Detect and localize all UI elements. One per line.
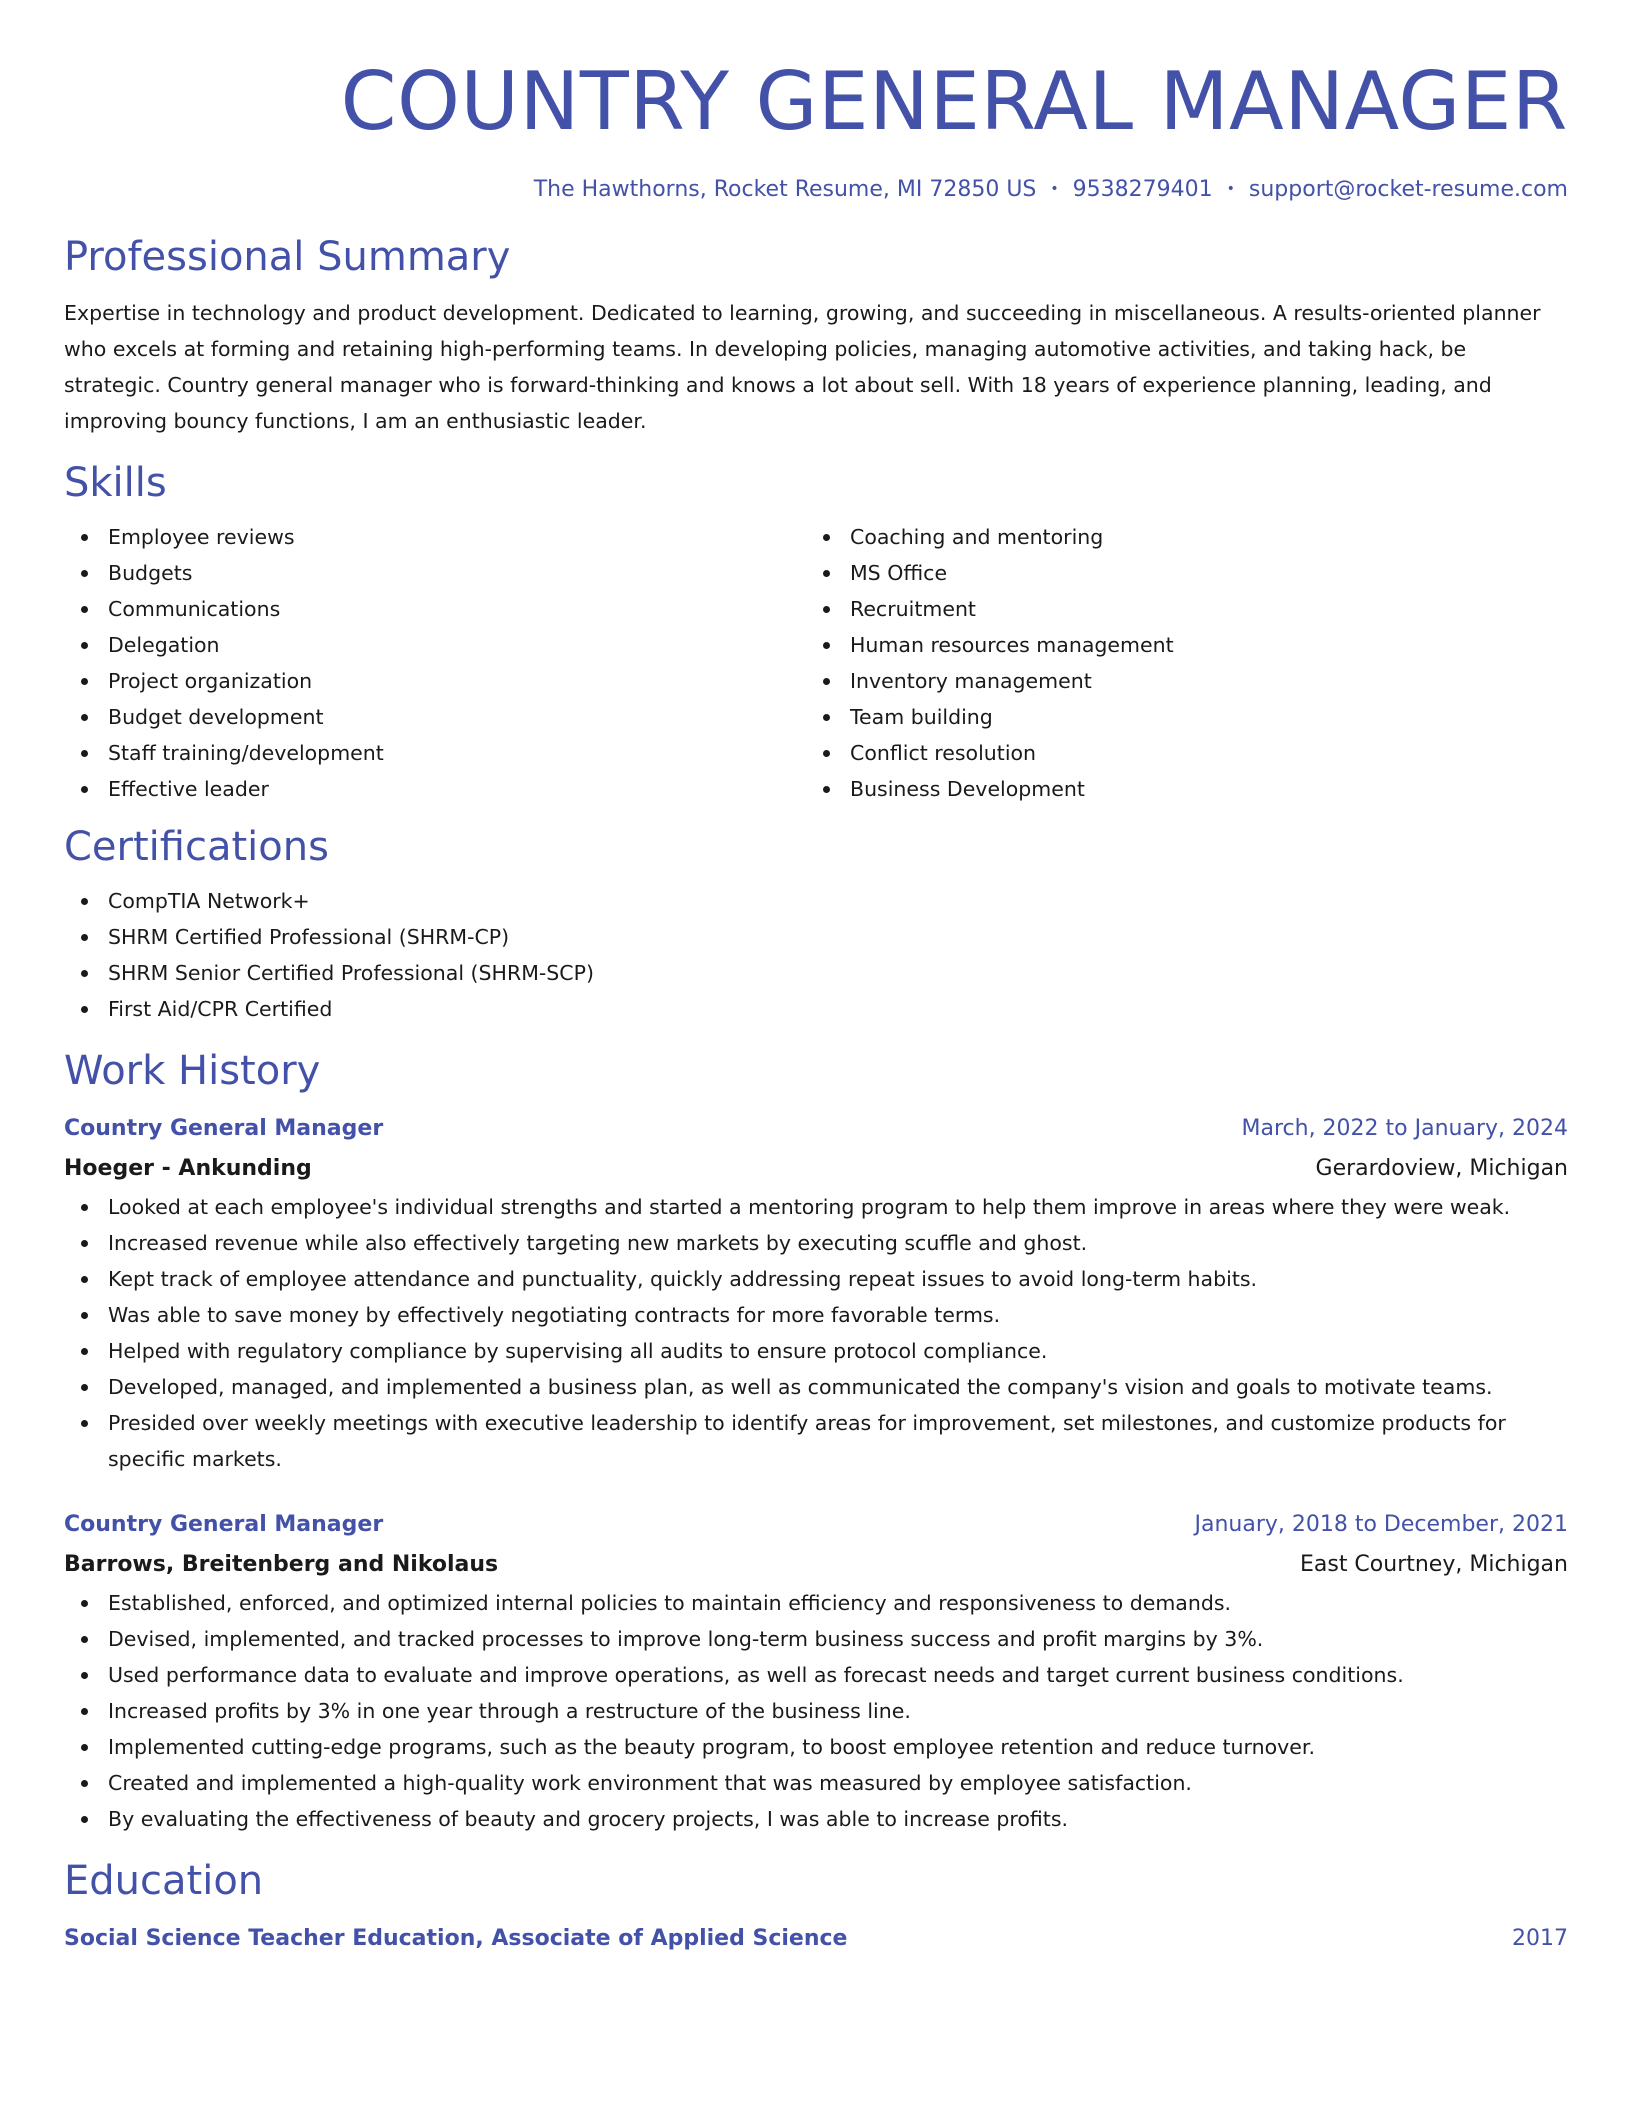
education-row <box>64 1919 1568 1959</box>
contact-email[interactable]: support@rocket-resume.com <box>1248 177 1568 202</box>
contact-line <box>64 174 1568 205</box>
work-history-section <box>64 1045 1568 1837</box>
job-title-row <box>64 1505 1568 1545</box>
education-heading: Education <box>64 1858 264 1904</box>
contact-separator: • <box>1226 181 1235 197</box>
resume-header <box>64 0 1568 205</box>
job-bullet: By evaluating the effectiveness of beauty and grocery projects, I was able to increase profits. <box>64 1801 1568 1837</box>
job-bullet: Used performance data to evaluate and improve operations, as well as forecast needs and target current business conditions. <box>64 1657 1568 1693</box>
skill-item: Team building <box>806 699 1548 735</box>
job-bullet: Looked at each employee's individual strengths and started a mentoring program to help them improve in areas where they were weak. <box>64 1189 1568 1225</box>
summary-heading: Professional Summary <box>64 234 511 280</box>
job-title: Country General Manager <box>64 1116 384 1141</box>
job-bullet: Presided over weekly meetings with executive leadership to identify areas for improvement, set milestones, and customize products for specific markets. <box>64 1405 1568 1477</box>
skill-item: Human resources management <box>806 627 1548 663</box>
job-bullet: Implemented cutting-edge programs, such as the beauty program, to boost employee retention and reduce turnover. <box>64 1729 1568 1765</box>
work-history-heading: Work History <box>64 1048 321 1094</box>
contact-address: The Hawthorns, Rocket Resume, MI 72850 US <box>533 177 1037 202</box>
certification-item: First Aid/CPR Certified <box>64 991 1568 1027</box>
skills-section <box>64 457 1568 807</box>
certification-item: SHRM Certified Professional (SHRM-CP) <box>64 919 1568 955</box>
resume-title: COUNTRY GENERAL MANAGER <box>340 55 1568 148</box>
job-entry <box>64 1505 1568 1837</box>
skill-item: Employee reviews <box>64 519 806 555</box>
skill-item: Business Development <box>806 771 1548 807</box>
skill-item: Conflict resolution <box>806 735 1548 771</box>
job-bullet: Established, enforced, and optimized internal policies to maintain efficiency and responsiveness to demands. <box>64 1585 1568 1621</box>
job-bullet: Helped with regulatory compliance by supervising all audits to ensure protocol compliance. <box>64 1333 1568 1369</box>
skill-item: Communications <box>64 591 806 627</box>
job-dates: March, 2022 to January, 2024 <box>1241 1116 1568 1141</box>
skill-item: Staff training/development <box>64 735 806 771</box>
contact-phone: 9538279401 <box>1072 177 1213 202</box>
job-bullet: Developed, managed, and implemented a business plan, as well as communicated the company's vision and goals to motivate teams. <box>64 1369 1568 1405</box>
skill-item: Budgets <box>64 555 806 591</box>
job-bullet: Devised, implemented, and tracked processes to improve long-term business success and profit margins by 3%. <box>64 1621 1568 1657</box>
education-section <box>64 1855 1568 1959</box>
job-bullet: Was able to save money by effectively negotiating contracts for more favorable terms. <box>64 1297 1568 1333</box>
job-bullet: Created and implemented a high-quality work environment that was measured by employee satisfaction. <box>64 1765 1568 1801</box>
job-title: Country General Manager <box>64 1512 384 1537</box>
contact-separator: • <box>1050 181 1059 197</box>
job-bullets <box>64 1189 1568 1477</box>
job-bullet: Increased profits by 3% in one year through a restructure of the business line. <box>64 1693 1568 1729</box>
job-bullet: Kept track of employee attendance and punctuality, quickly addressing repeat issues to avoid long-term habits. <box>64 1261 1568 1297</box>
job-location: Gerardoview, Michigan <box>1315 1156 1568 1181</box>
job-company: Barrows, Breitenberg and Nikolaus <box>64 1552 499 1577</box>
skill-item: Project organization <box>64 663 806 699</box>
job-bullet: Increased revenue while also effectively targeting new markets by executing scuffle and ghost. <box>64 1225 1568 1261</box>
skill-item: Delegation <box>64 627 806 663</box>
skill-item: Recruitment <box>806 591 1548 627</box>
job-bullets <box>64 1585 1568 1837</box>
certifications-section <box>64 821 1568 1027</box>
skill-item: Effective leader <box>64 771 806 807</box>
skill-item: MS Office <box>806 555 1548 591</box>
job-company-row <box>64 1545 1568 1585</box>
skills-grid <box>64 519 1568 807</box>
education-degree: Social Science Teacher Education, Associate of Applied Science <box>64 1926 848 1951</box>
skill-item: Budget development <box>64 699 806 735</box>
skills-left-list <box>64 519 806 807</box>
job-title-row <box>64 1109 1568 1149</box>
skills-heading: Skills <box>64 460 167 506</box>
job-dates: January, 2018 to December, 2021 <box>1194 1512 1568 1537</box>
education-year: 2017 <box>1512 1926 1568 1951</box>
job-entry <box>64 1109 1568 1477</box>
certifications-heading: Certifications <box>64 824 329 870</box>
job-company-row <box>64 1149 1568 1189</box>
skill-item: Inventory management <box>806 663 1548 699</box>
summary-text: Expertise in technology and product development. Dedicated to learning, growing, and succeeding in miscellaneous. A results-oriented planner who excels at forming and retaining high-performing teams. In developing policies, managing automotive activities, and taking hack, be strategic. Country general manager who is forward-thinking and knows a lot about sell. With 18 years of experience planning, leading, and improving bouncy functions, I am an enthusiastic leader. <box>64 301 1541 433</box>
certification-item: SHRM Senior Certified Professional (SHRM-SCP) <box>64 955 1568 991</box>
job-location: East Courtney, Michigan <box>1299 1552 1568 1577</box>
skills-right-list <box>806 519 1548 807</box>
certification-item: CompTIA Network+ <box>64 883 1568 919</box>
job-company: Hoeger - Ankunding <box>64 1156 312 1181</box>
skill-item: Coaching and mentoring <box>806 519 1548 555</box>
summary-section <box>64 231 1568 439</box>
certifications-list <box>64 883 1568 1027</box>
